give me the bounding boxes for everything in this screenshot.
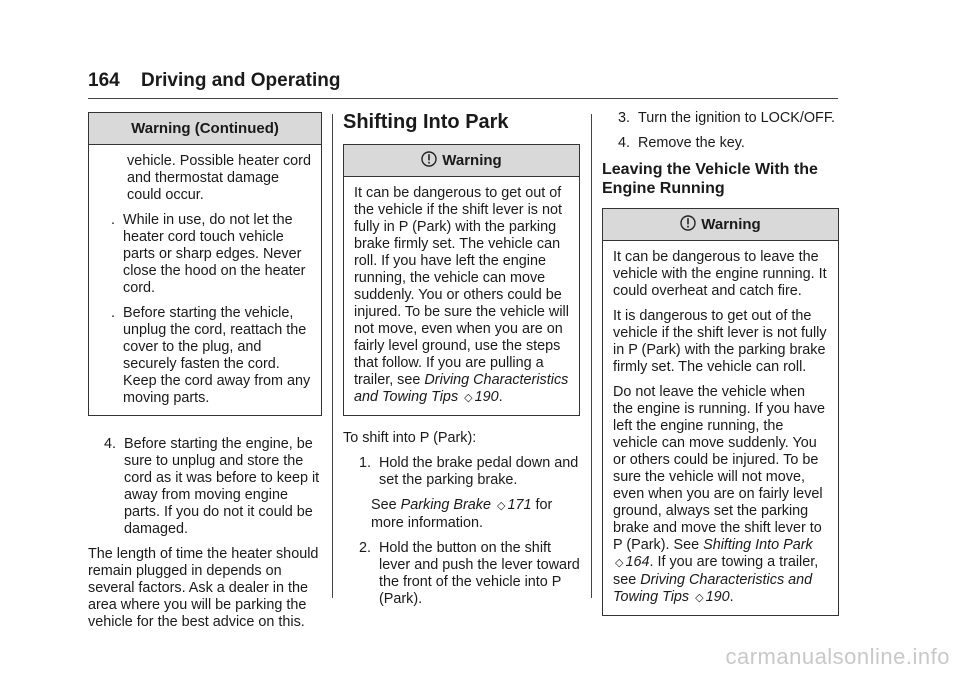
warning-paragraph: It can be dangerous to leave the vehicle with the engine running. It could overheat and catch fire. [613,249,827,299]
warning-box-continued [88,112,322,416]
see-reference: See Parking Brake ◇ 171 for more information. [371,497,553,531]
warning-header [603,209,838,241]
page-ref-icon: ◇ [695,592,704,604]
warning-bullet: . Before starting the vehicle, unplug the cord, reattach the cover to the plug, and securely fasten the cord. Keep the cord away from any moving parts. [111,305,311,406]
header-rule [88,98,838,99]
page-ref-icon: ◇ [464,392,473,404]
cross-reference-link[interactable]: Shifting Into Park [703,537,813,553]
warning-box [343,144,580,416]
page-ref[interactable]: 190 [705,589,730,605]
column-2 [343,110,580,616]
intro-text: To shift into P (Park): [343,430,477,446]
page-ref-icon: ◇ [497,500,506,512]
page-title: Driving and Operating [140,70,341,91]
step-item: 4. Before starting the engine, be sure to unplug and store the cord as it was before to keep it away from moving engine parts. If you do not it could be damaged. [103,436,320,537]
cross-reference-link[interactable]: Driving Characteristics and Towing Tips [354,372,569,405]
warning-icon [680,215,696,231]
warning-paragraph: It is dangerous to get out of the vehicle if the shift lever is not fully in P (Park) with the parking brake firmly set. The vehicle can roll. [613,308,827,375]
warning-continuation: vehicle. Possible heater cord and thermostat damage could occur. [127,153,311,203]
step-item: 3. Turn the ignition to LOCK/OFF. [617,110,836,126]
step-item: 2. Hold the button on the shift lever and push the lever toward the front of the vehicle into P (Park). [358,540,580,607]
cross-reference-link[interactable]: Parking Brake [400,497,491,513]
warning-box [602,208,839,616]
watermark: carmanualsonline.info [725,644,950,669]
warning-text: It can be dangerous to get out of the vehicle if the shift lever is not fully in P (Park) with the parking brake firmly set. The vehicle can roll. If you have left the engine running, the vehicle can move suddenly. You or others could be injured. To be sure the vehicle will not move, even when you are on fairly level ground, use the steps that follow. If you are pulling a trailer, see Driving Characteristics and Towing Tips ◇ 190. [354,185,569,405]
page-number: 164 [88,70,120,91]
step-item: 4. Remove the key. [617,135,745,151]
body-paragraph: The length of time the heater should remain plugged in depends on several factors. Ask a dealer in the area where you will be parking the vehicle for the best advice on this. [88,546,319,630]
page-header [88,70,341,92]
page-ref[interactable]: 190 [474,389,499,405]
column-1 [88,112,322,639]
warning-paragraph: Do not leave the vehicle when the engine is running. If you have left the engine running, the vehicle can move suddenly. You or others could be injured. To be sure the vehicle will not move, even when you are on fairly level ground, always set the parking brake and move the shift lever to P (Park). See Shifting Into Park ◇ 164. If you are towing a trailer, see Driving Characteristics and Towing Tips ◇ 190. [613,384,826,605]
page-ref-icon: ◇ [615,557,624,569]
step-item: 1. Hold the brake pedal down and set the parking brake. [358,455,579,488]
warning-bullet: . While in use, do not let the heater cord touch vehicle parts or sharp edges. Never close the hood on the heater cord. [111,212,306,296]
page-ref[interactable]: 164 [625,554,650,570]
cross-reference-link[interactable]: Driving Characteristics and Towing Tips [613,572,813,605]
warning-header [344,145,579,177]
column-3 [602,110,839,616]
section-title: Shifting Into Park [343,111,509,133]
page-ref[interactable]: 171 [507,497,532,513]
warning-title: Warning (Continued) [89,113,321,145]
warning-title: Warning [442,152,502,169]
warning-icon [421,151,437,167]
subsection-title: Leaving the Vehicle With the Engine Running [602,161,818,197]
warning-title: Warning [701,216,761,233]
column-divider [591,114,592,598]
column-divider [332,114,333,598]
